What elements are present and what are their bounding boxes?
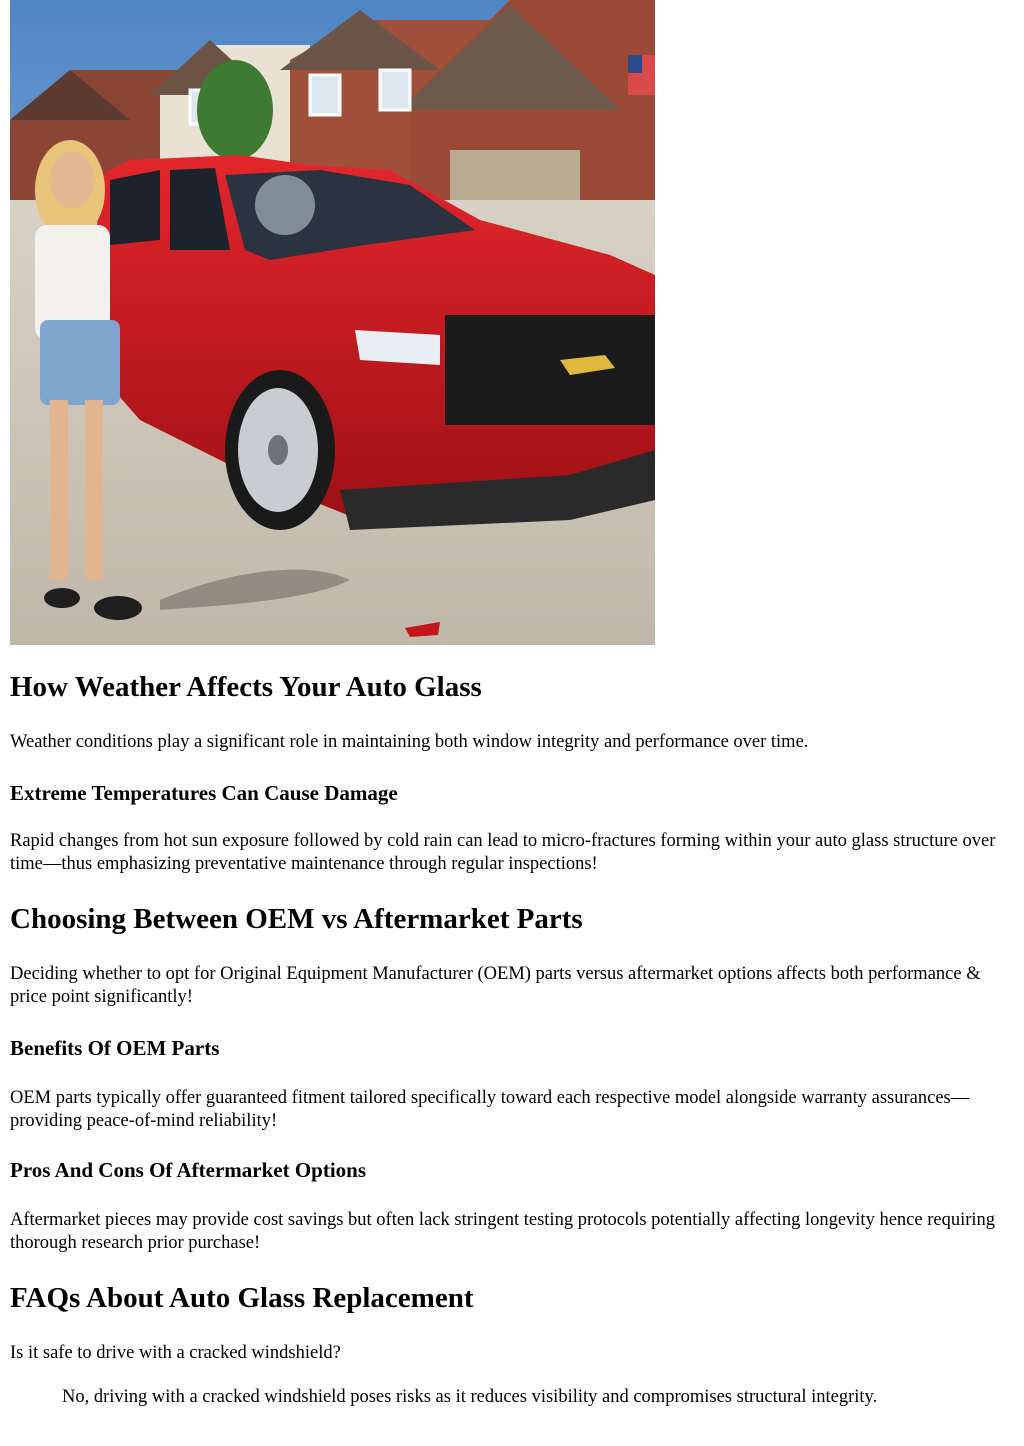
subheading-extreme-temperatures: Extreme Temperatures Can Cause Damage <box>10 781 398 805</box>
subheading-aftermarket-pros-cons: Pros And Cons Of Aftermarket Options <box>10 1158 367 1182</box>
hero-image <box>10 0 655 645</box>
section-intro-weather: Weather conditions play a significant role in maintaining both window integrity and performance over time. <box>10 732 809 752</box>
section-heading-oem-vs-aftermarket: Choosing Between OEM vs Aftermarket Parts <box>10 903 583 935</box>
subheading-benefits-oem: Benefits Of OEM Parts <box>10 1036 220 1060</box>
paragraph-aftermarket-pros-cons: Aftermarket pieces may provide cost savings but often lack stringent testing protocols potentially affecting longevity hence requiring thorough research prior purchase! <box>10 1210 996 1253</box>
section-heading-weather: How Weather Affects Your Auto Glass <box>10 671 482 703</box>
paragraph-benefits-oem: OEM parts typically offer guaranteed fitment tailored specifically toward each respective model alongside warranty assurances—providing peace-of-mind reliability! <box>10 1088 970 1131</box>
faq-answer: No, driving with a cracked windshield poses risks as it reduces visibility and compromises structural integrity. <box>62 1387 878 1407</box>
section-heading-faqs: FAQs About Auto Glass Replacement <box>10 1282 474 1314</box>
faq-question: Is it safe to drive with a cracked windshield? <box>10 1343 341 1363</box>
paragraph-extreme-temperatures: Rapid changes from hot sun exposure followed by cold rain can lead to micro-fractures forming within your auto glass structure over time—thus emphasizing preventative maintenance through regular inspections! <box>10 831 996 874</box>
section-intro-oem-vs-aftermarket: Deciding whether to opt for Original Equipment Manufacturer (OEM) parts versus aftermarket options affects both performance & price point significantly! <box>10 964 981 1007</box>
